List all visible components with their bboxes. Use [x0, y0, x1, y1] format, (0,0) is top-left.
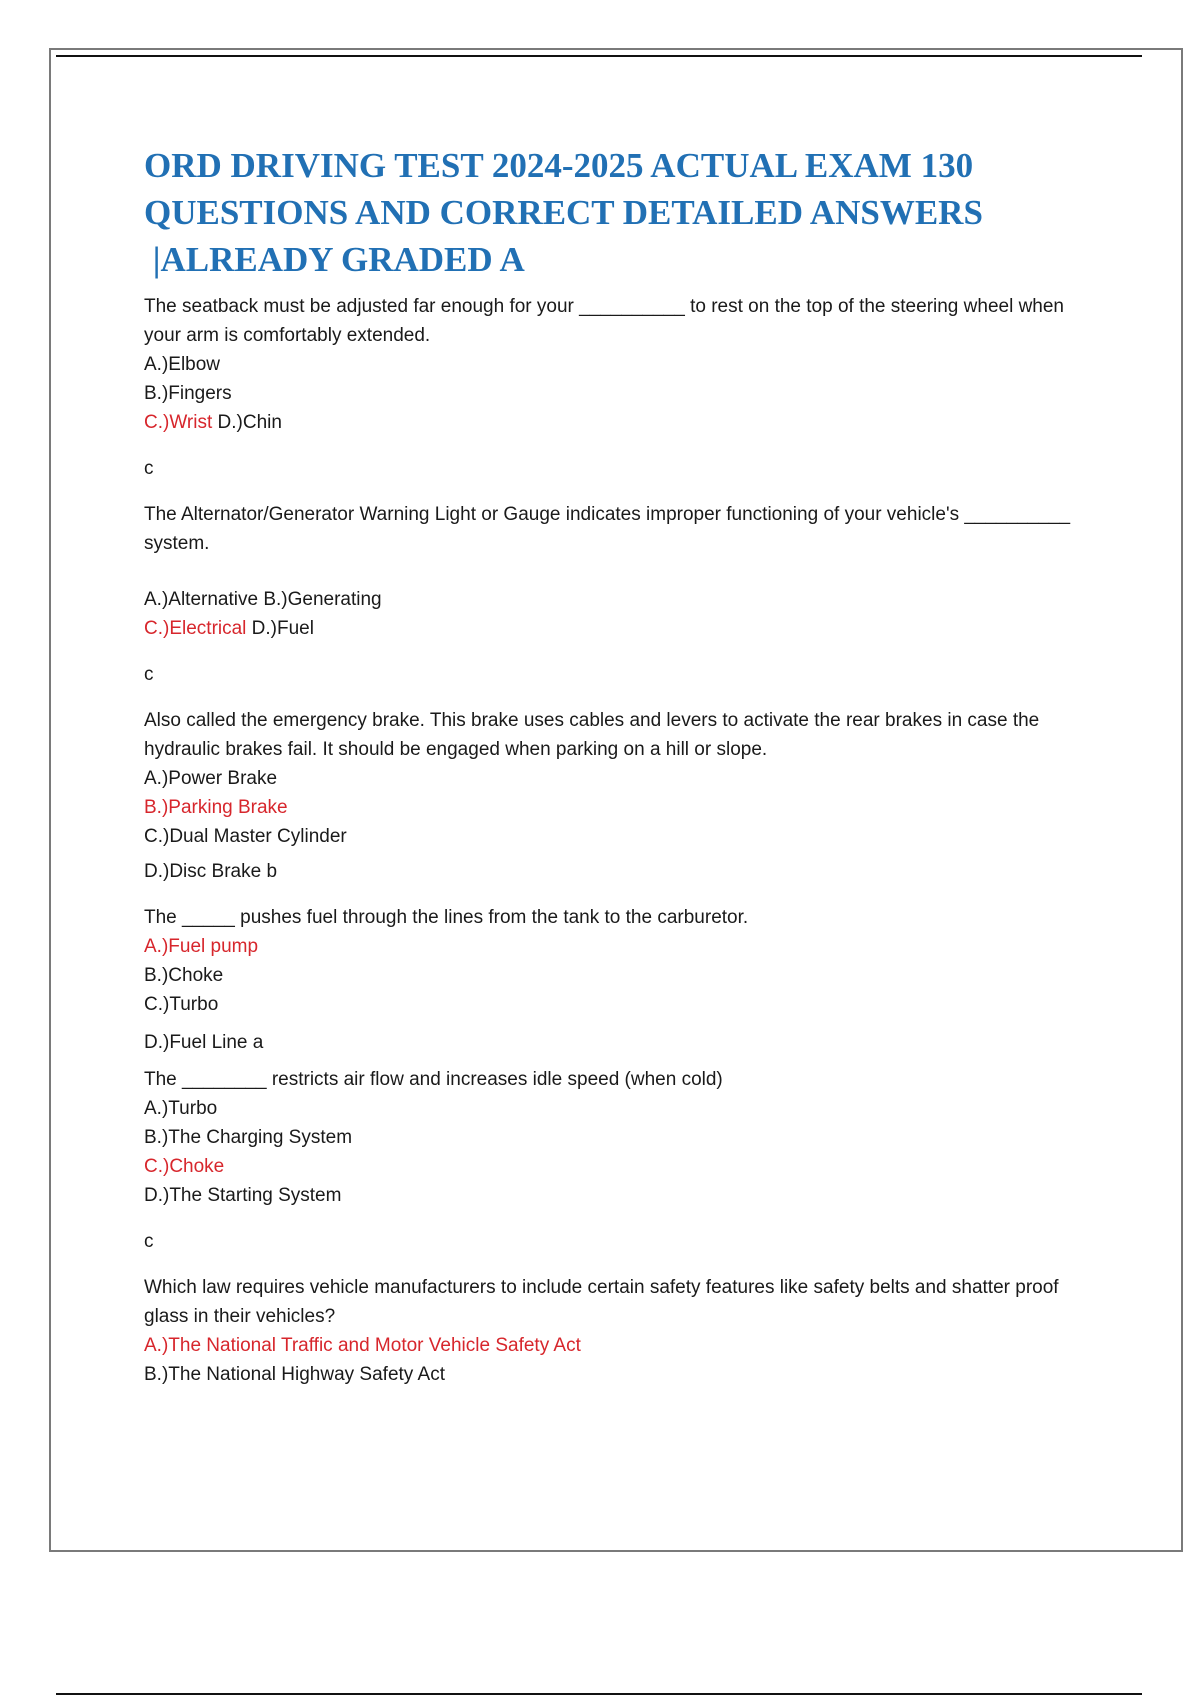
option-d: D.)The Starting System	[144, 1185, 342, 1206]
option-a: A.)Elbow	[144, 354, 221, 375]
option-row-cd	[144, 408, 1084, 437]
option-b: B.)Choke	[144, 965, 224, 986]
question-list	[144, 292, 1084, 1389]
answer-letter: c	[144, 458, 154, 479]
answer-letter: c	[144, 664, 154, 685]
question-text: The _____ pushes fuel through the lines from the tank to the carburetor.	[144, 907, 749, 928]
question-text: The seatback must be adjusted far enough for your __________ to rest on the top of the steering wheel when your arm is comfortably extended.	[144, 296, 1064, 346]
option-a-correct: A.)The National Traffic and Motor Vehicle Safety Act	[144, 1335, 581, 1356]
question-4	[144, 903, 1084, 1057]
option-c: C.)Turbo	[144, 994, 219, 1015]
option-c-correct: C.)Wrist	[144, 412, 213, 433]
question-3	[144, 706, 1084, 886]
option-b: B.)The Charging System	[144, 1127, 353, 1148]
question-6	[144, 1273, 1084, 1389]
option-d: D.)Fuel	[246, 618, 314, 639]
question-1	[144, 292, 1084, 483]
question-text: The ________ restricts air flow and increases idle speed (when cold)	[144, 1069, 723, 1090]
question-text: Which law requires vehicle manufacturers to include certain safety features like safety belts and shatter proof glass in their vehicles?	[144, 1277, 1059, 1327]
top-rule	[56, 55, 1142, 57]
option-c-correct: C.)Electrical	[144, 618, 247, 639]
question-2	[144, 500, 1084, 689]
title-line-1: ORD DRIVING TEST 2024-2025 ACTUAL EXAM 130	[144, 146, 974, 185]
answer-letter: c	[144, 1231, 154, 1252]
question-text: The Alternator/Generator Warning Light or Gauge indicates improper functioning of your vehicle's __________ system.	[144, 504, 1071, 554]
option-a-correct: A.)Fuel pump	[144, 936, 259, 957]
option-a: A.)Turbo	[144, 1098, 218, 1119]
bottom-rule	[56, 1693, 1142, 1695]
option-d: D.)Fuel Line a	[144, 1032, 264, 1053]
title-line-3: |ALREADY GRADED A	[144, 240, 525, 279]
option-c: C.)Dual Master Cylinder	[144, 826, 347, 847]
document-title	[144, 142, 1044, 283]
option-c-correct: C.)Choke	[144, 1156, 225, 1177]
option-b: B.)The National Highway Safety Act	[144, 1364, 445, 1385]
question-text: Also called the emergency brake. This brake uses cables and levers to activate the rear brakes in case the hydraulic brakes fail. It should be engaged when parking on a hill or slope.	[144, 710, 1040, 760]
option-b: B.)Fingers	[144, 383, 232, 404]
option-a: A.)Power Brake	[144, 768, 278, 789]
option-b-correct: B.)Parking Brake	[144, 797, 288, 818]
question-5	[144, 1065, 1084, 1256]
title-line-2: QUESTIONS AND CORRECT DETAILED ANSWERS	[144, 193, 983, 232]
option-d: D.)Chin	[212, 412, 282, 433]
option-d: D.)Disc Brake b	[144, 861, 278, 882]
option-row-cd	[144, 614, 1084, 643]
option-row-ab: A.)Alternative B.)Generating	[144, 589, 382, 610]
